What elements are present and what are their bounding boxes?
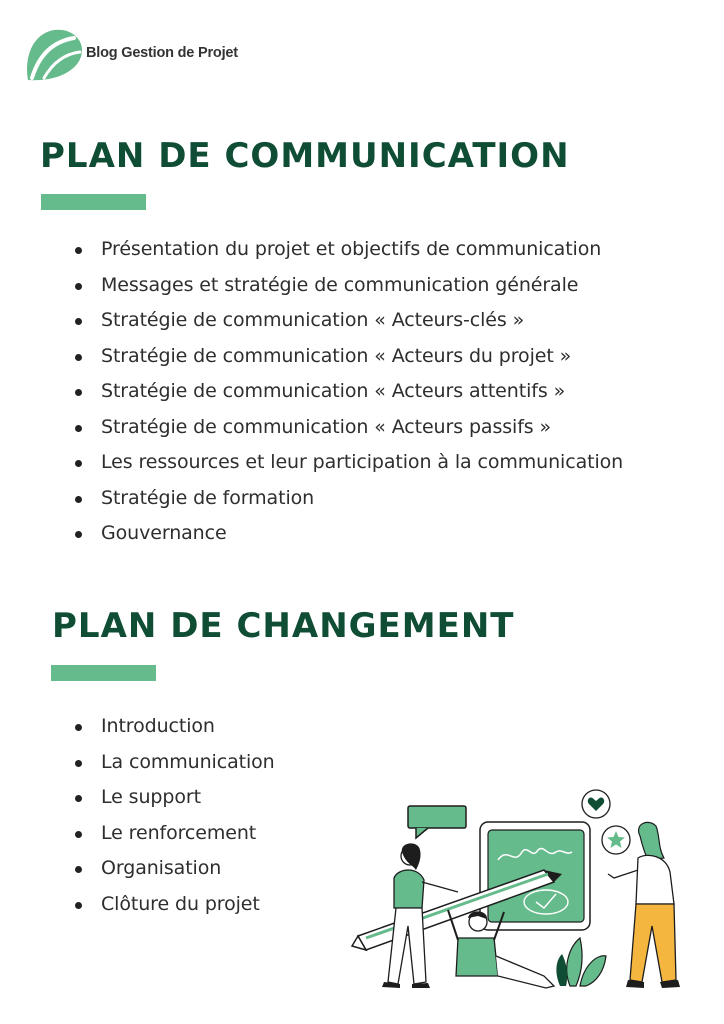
title-underline [41, 194, 146, 210]
change-plan-list [69, 709, 275, 922]
list-item: Stratégie de communication « Acteurs attentifs » [69, 374, 623, 410]
list-item: Introduction [69, 709, 275, 745]
section-title-change: PLAN DE CHANGEMENT [52, 606, 515, 646]
list-item: Stratégie de communication « Acteurs passifs » [69, 410, 623, 446]
title-underline [51, 665, 156, 681]
heart-icon [582, 790, 610, 818]
list-item: Messages et stratégie de communication générale [69, 268, 623, 304]
list-item: Les ressources et leur participation à la communication [69, 445, 623, 481]
list-item: Organisation [69, 851, 275, 887]
list-item: La communication [69, 745, 275, 781]
leaf-logo-icon [24, 28, 84, 84]
list-item: Présentation du projet et objectifs de communication [69, 232, 623, 268]
communication-plan-list [69, 232, 623, 552]
list-item: Stratégie de communication « Acteurs du projet » [69, 339, 623, 375]
section-title-communication: PLAN DE COMMUNICATION [40, 136, 570, 176]
brand-name: Blog Gestion de Projet [86, 45, 238, 61]
plant-icon [556, 938, 606, 986]
list-item: Stratégie de formation [69, 481, 623, 517]
list-item: Stratégie de communication « Acteurs-clés » [69, 303, 623, 339]
list-item: Gouvernance [69, 516, 623, 552]
chat-bubble-icon [408, 806, 466, 838]
team-illustration [348, 786, 694, 992]
list-item: Le renforcement [69, 816, 275, 852]
star-icon [602, 826, 630, 854]
brand-logo [24, 28, 244, 84]
list-item: Le support [69, 780, 275, 816]
list-item: Clôture du projet [69, 887, 275, 923]
